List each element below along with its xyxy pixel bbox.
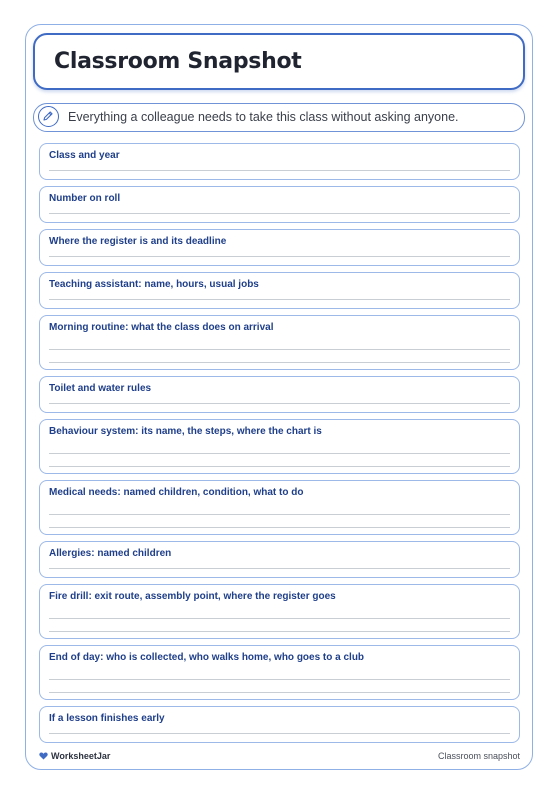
form-field[interactable] xyxy=(39,706,520,743)
form-field[interactable] xyxy=(39,272,520,309)
form-field[interactable] xyxy=(39,480,520,535)
form-field[interactable] xyxy=(39,645,520,700)
writing-line[interactable] xyxy=(49,679,510,680)
footer-brand xyxy=(39,751,110,761)
writing-line[interactable] xyxy=(49,514,510,515)
field-label: Medical needs: named children, condition, what to do xyxy=(49,487,304,498)
field-label: Behaviour system: its name, the steps, where the chart is xyxy=(49,426,322,437)
intro-text: Everything a colleague needs to take this class without asking anyone. xyxy=(68,110,459,124)
writing-line[interactable] xyxy=(49,692,510,693)
field-label: Number on roll xyxy=(49,193,121,204)
field-label: Where the register is and its deadline xyxy=(49,236,227,247)
writing-line[interactable] xyxy=(49,453,510,454)
intro-banner xyxy=(33,103,525,132)
writing-line[interactable] xyxy=(49,568,510,569)
form-field[interactable] xyxy=(39,584,520,639)
pencil-icon xyxy=(38,106,59,127)
field-label: Morning routine: what the class does on arrival xyxy=(49,322,274,333)
writing-line[interactable] xyxy=(49,299,510,300)
writing-line[interactable] xyxy=(49,527,510,528)
writing-line[interactable] xyxy=(49,403,510,404)
writing-line[interactable] xyxy=(49,631,510,632)
writing-line[interactable] xyxy=(49,213,510,214)
field-label: Fire drill: exit route, assembly point, where the register goes xyxy=(49,591,336,602)
field-label: Toilet and water rules xyxy=(49,383,152,394)
heart-icon xyxy=(39,752,48,760)
form-field[interactable] xyxy=(39,315,520,370)
field-label: If a lesson finishes early xyxy=(49,713,165,724)
writing-line[interactable] xyxy=(49,349,510,350)
writing-line[interactable] xyxy=(49,170,510,171)
field-label: Allergies: named children xyxy=(49,548,172,559)
form-field[interactable] xyxy=(39,143,520,180)
form-field[interactable] xyxy=(39,376,520,413)
writing-line[interactable] xyxy=(49,362,510,363)
writing-line[interactable] xyxy=(49,256,510,257)
form-field[interactable] xyxy=(39,419,520,474)
footer-page-label: Classroom snapshot xyxy=(437,751,520,761)
footer-brand-name: WorksheetJar xyxy=(51,751,111,761)
field-label: Teaching assistant: name, hours, usual jobs xyxy=(49,279,259,290)
form-field[interactable] xyxy=(39,186,520,223)
page-title: Classroom Snapshot xyxy=(54,49,302,74)
form-field[interactable] xyxy=(39,541,520,578)
field-label: Class and year xyxy=(49,150,120,161)
writing-line[interactable] xyxy=(49,733,510,734)
writing-line[interactable] xyxy=(49,466,510,467)
title-box xyxy=(33,33,525,90)
field-label: End of day: who is collected, who walks home, who goes to a club xyxy=(49,652,365,663)
writing-line[interactable] xyxy=(49,618,510,619)
form-field[interactable] xyxy=(39,229,520,266)
